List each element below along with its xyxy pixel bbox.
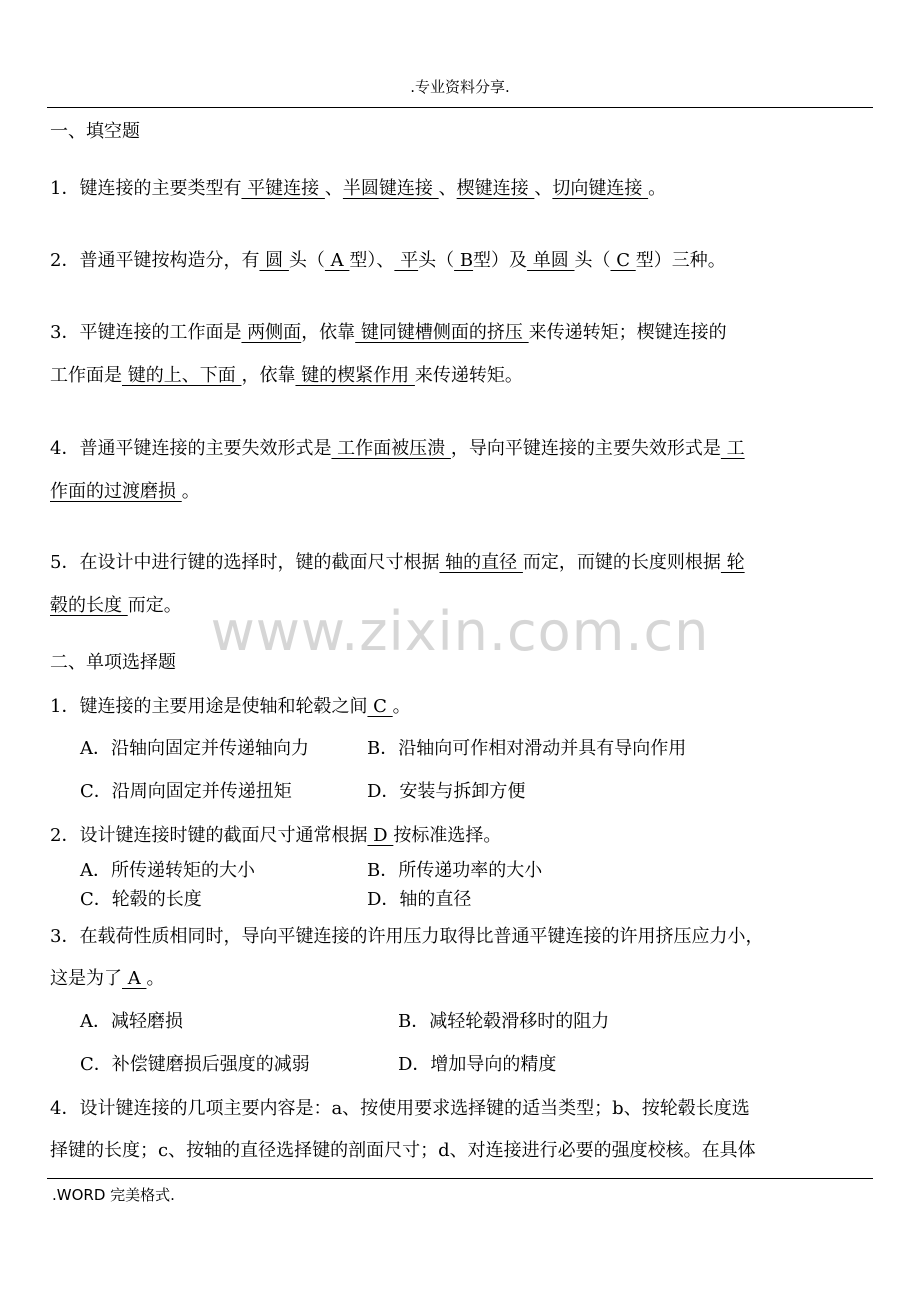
q-text: 来传递转矩；楔键连接的 xyxy=(528,322,727,343)
answer: D xyxy=(367,825,394,846)
choice-q3-option-b: B．减轻轮毂滑移时的阻力 xyxy=(398,1011,610,1032)
section-title-fill: 一、填空题 xyxy=(50,121,140,142)
q-text: 头（ xyxy=(418,250,455,271)
section-title-choice: 二、单项选择题 xyxy=(50,652,176,673)
q-text: 。 xyxy=(392,696,411,717)
page-footer: .WORD 完美格式. xyxy=(52,1186,175,1204)
answer: 两侧面 xyxy=(241,322,302,343)
answer: 楔键连接 xyxy=(456,178,535,199)
choice-q1-option-d: D．安装与拆卸方便 xyxy=(367,781,526,802)
answer: 半圆键连接 xyxy=(342,178,439,199)
answer: 轴的直径 xyxy=(439,552,523,573)
answer: C xyxy=(610,250,636,271)
answer: 毂的长度 xyxy=(50,595,128,616)
choice-q2-option-c: C．轮毂的长度 xyxy=(80,889,202,910)
answer: A xyxy=(122,968,147,989)
q-text: 3．平键连接的工作面是 xyxy=(50,322,242,343)
fill-q2 xyxy=(50,249,726,273)
choice-q3-stem: 3．在载荷性质相同时，导向平键连接的许用压力取得比普通平键连接的许用挤压应力小， xyxy=(50,926,764,947)
answer: B xyxy=(454,250,474,271)
q-text: 型）三种。 xyxy=(635,250,726,271)
q-text: ，依靠 xyxy=(241,365,296,386)
choice-q1-stem xyxy=(50,695,411,719)
q-text: 头（ xyxy=(288,250,325,271)
answer: 键的上、下面 xyxy=(122,365,242,386)
answer: 平 xyxy=(394,250,419,271)
q-text: 2．普通平键按构造分，有 xyxy=(50,250,260,271)
answer: C xyxy=(367,696,393,717)
answer: 切向键连接 xyxy=(552,178,649,199)
q-text: ，依靠 xyxy=(301,322,356,343)
answer: 工 xyxy=(720,438,745,459)
q-text: 按标准选择。 xyxy=(393,825,502,846)
q-text: 。 xyxy=(648,178,667,199)
choice-q1-option-b: B．沿轴向可作相对滑动并具有导向作用 xyxy=(367,738,687,759)
choice-q3-option-c: C．补偿键磨损后强度的减弱 xyxy=(80,1054,310,1075)
fill-q5-line2 xyxy=(50,594,182,618)
answer: 平键连接 xyxy=(241,178,325,199)
q-text: 4．普通平键连接的主要失效形式是 xyxy=(50,438,332,459)
q-text: 、 xyxy=(324,178,343,199)
choice-q2-option-d: D．轴的直径 xyxy=(367,889,472,910)
q-text: 1．键连接的主要用途是使轴和轮毂之间 xyxy=(50,696,368,717)
choice-q2-option-b: B．所传递功率的大小 xyxy=(367,860,543,881)
q-text: ，导向平键连接的主要失效形式是 xyxy=(450,438,721,459)
choice-q3-option-a: A．减轻磨损 xyxy=(80,1011,183,1032)
choice-q4-line1: 4．设计键连接的几项主要内容是：a、按使用要求选择键的适当类型；b、按轮毂长度选 xyxy=(50,1098,750,1119)
q-text: 2．设计键连接时键的截面尺寸通常根据 xyxy=(50,825,368,846)
q-text: 头（ xyxy=(574,250,611,271)
q-text: 。 xyxy=(181,481,200,502)
page-header: .专业资料分享. xyxy=(410,78,510,96)
q-text: 5．在设计中进行键的选择时，键的截面尺寸根据 xyxy=(50,552,440,573)
q-text: 而定，而键的长度则根据 xyxy=(522,552,721,573)
answer: 作面的过渡磨损 xyxy=(50,481,182,502)
choice-q4-line2: 择键的长度；c、按轴的直径选择键的剖面尺寸；d、对连接进行必要的强度校核。在具体 xyxy=(50,1140,756,1161)
q-text: 1．键连接的主要类型有 xyxy=(50,178,242,199)
q-text: 工作面是 xyxy=(50,365,122,386)
choice-q3-option-d: D．增加导向的精度 xyxy=(398,1054,557,1075)
answer: 键的楔紧作用 xyxy=(295,365,415,386)
fill-q3-line2 xyxy=(50,364,523,388)
q-text: 型）及 xyxy=(473,250,528,271)
choice-q2-option-a: A．所传递转矩的大小 xyxy=(80,860,255,881)
fill-q3-line1 xyxy=(50,321,727,345)
answer: 单圆 xyxy=(527,250,575,271)
choice-q3-stem2 xyxy=(50,967,164,991)
q-text: 。 xyxy=(146,968,165,989)
footer-rule xyxy=(47,1178,873,1179)
answer: A xyxy=(324,250,350,271)
q-text: 这是为了 xyxy=(50,968,122,989)
watermark: www.zixin.com.cn xyxy=(210,600,710,663)
fill-q1 xyxy=(50,177,666,201)
answer: 圆 xyxy=(259,250,289,271)
header-rule xyxy=(47,107,873,108)
q-text: 、 xyxy=(534,178,553,199)
answer: 工作面被压溃 xyxy=(331,438,451,459)
fill-q4-line2 xyxy=(50,480,200,504)
q-text: 来传递转矩。 xyxy=(414,365,523,386)
fill-q5-line1 xyxy=(50,551,745,575)
answer: 轮 xyxy=(720,552,745,573)
choice-q2-stem xyxy=(50,824,501,848)
answer: 键同键槽侧面的挤压 xyxy=(355,322,529,343)
q-text: 、 xyxy=(438,178,457,199)
q-text: 型）、 xyxy=(349,250,395,271)
choice-q1-option-c: C．沿周向固定并传递扭矩 xyxy=(80,781,292,802)
fill-q4-line1 xyxy=(50,437,745,461)
choice-q1-option-a: A．沿轴向固定并传递轴向力 xyxy=(80,738,309,759)
q-text: 而定。 xyxy=(127,595,182,616)
